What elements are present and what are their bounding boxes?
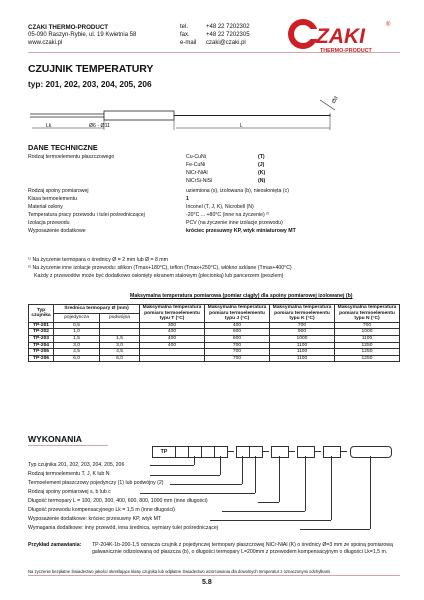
tech-row-sheath-type-label: Rodzaj termoelementu płaszczowego bbox=[28, 154, 115, 160]
fax-value: +48 22 7202305 bbox=[206, 32, 250, 38]
header-type-j: Maksymalna temperatura pomiaru termoelementu typu J (°C) bbox=[205, 305, 270, 323]
row-t bbox=[140, 355, 205, 362]
footer-note: Na życzenie bezpłatne Świadectwo jakości określające klasę czujnika lub odpłatne Świadectwo wzorcowania dla dowolnych temperatur z oznaczonymi odchyłkami bbox=[28, 569, 331, 574]
row-double bbox=[100, 329, 140, 336]
row-n: 1250 bbox=[335, 355, 400, 362]
row-t: 300 bbox=[140, 322, 205, 329]
code-box-requirements bbox=[350, 446, 392, 458]
leader-line bbox=[210, 520, 331, 521]
sensor-drawing bbox=[30, 92, 400, 138]
order-example-label: Przykład zamawiania: bbox=[28, 542, 82, 548]
code-box-single-double bbox=[236, 446, 250, 458]
leader-line bbox=[331, 456, 332, 520]
header-divider bbox=[28, 52, 400, 53]
leader-line bbox=[150, 475, 220, 476]
lk-label: Lk bbox=[46, 123, 52, 129]
row-j: 700 bbox=[205, 349, 270, 356]
page-title: CZUJNIK TEMPERATURY bbox=[28, 63, 154, 75]
code-box-type-3 bbox=[201, 446, 215, 458]
footer-divider bbox=[28, 575, 400, 576]
tech-row-sheath-type-code: (T) bbox=[258, 154, 265, 160]
leader-line bbox=[279, 456, 280, 502]
code-box-thermocouple bbox=[214, 446, 228, 458]
code-dash bbox=[315, 451, 321, 452]
row-n: 700 bbox=[335, 322, 400, 329]
row-single: 1,0 bbox=[54, 329, 100, 336]
row-j: 700 bbox=[205, 355, 270, 362]
leader-line bbox=[150, 465, 194, 466]
page-subtitle: typ: 201, 202, 203, 204, 205, 206 bbox=[28, 79, 152, 89]
row-single: 6,0 bbox=[54, 355, 100, 362]
header-type: Typ czujnika bbox=[29, 305, 54, 323]
code-box-type-1 bbox=[175, 446, 189, 458]
header-type-n: Maksymalna temperatura pomiaru termoelementu typu N (°C) bbox=[335, 305, 400, 323]
code-dash bbox=[289, 451, 295, 452]
email-value[interactable]: czaki@czaki.pl bbox=[206, 40, 246, 46]
tech-row-fe-code: (J) bbox=[258, 162, 265, 168]
row-j: 600 bbox=[205, 335, 270, 342]
row-k: 1100 bbox=[270, 342, 335, 349]
leader-line bbox=[170, 484, 242, 485]
footnote-2: ²⁾ Na życzenie inne izolacje przewodu: silikon (Tmax+180°C), teflon (Tmax+250°C), włókno szklane (Tmax+400°C) bbox=[28, 265, 292, 271]
leader-line bbox=[242, 456, 243, 484]
leader-line bbox=[300, 529, 370, 530]
leader-line bbox=[222, 511, 305, 512]
tel-value: +48 22 7202302 bbox=[206, 24, 250, 30]
l-label: L bbox=[240, 123, 243, 129]
leader-line bbox=[258, 502, 279, 503]
code-box-junction bbox=[249, 446, 263, 458]
variant-line-length: Długość termopary L = 100, 200, 300, 400, 600, 800, 1000 mm (inne długości) bbox=[28, 498, 208, 504]
variant-line-junction: Rodzaj spoiny pomiarowej s, b lub c bbox=[28, 489, 111, 495]
row-single: 4,5 bbox=[54, 349, 100, 356]
row-k: 700 bbox=[270, 322, 335, 329]
tech-row-accessories-label: Wyposażenie dodatkowe bbox=[28, 228, 86, 234]
row-single: 0,5 bbox=[54, 322, 100, 329]
row-j: 700 bbox=[205, 342, 270, 349]
row-k: 1100 bbox=[270, 349, 335, 356]
row-k: 1100 bbox=[270, 355, 335, 362]
row-type: TP-205 bbox=[29, 349, 54, 356]
code-box-cable-length bbox=[297, 446, 315, 458]
page-number: 5.8 bbox=[202, 579, 212, 586]
footnote-3: Każdy z przewodów może być dodatkowo osłonięty ekranem stalowym (plecionką) lub pancerzem (peszlem) bbox=[34, 273, 284, 279]
header-type-t: Maksymalna temperatura pomiaru termoelementu typu T (°C) bbox=[140, 305, 205, 323]
order-example-text: TP-204K-1b-200-1,5 oznacza czujnik z pojedynczej termopary płaszczowej NiCr-NiAl (K) o średnicy Ø=3 mm ze spoiną pomiarową galwanicznie odizolowaną od płaszcza (b), o długości termopary L=200mm z przewodem kompensacyjnym o długości Lk=1,5 m. bbox=[92, 542, 393, 555]
footnote-1: ¹⁾ Na życzenie termopara o średnicy Ø = 2 mm lub Ø = 8 mm bbox=[28, 257, 168, 263]
svg-text:THERMO-PRODUCT: THERMO-PRODUCT bbox=[320, 48, 372, 54]
tech-row-class-label: Klasa termoelementu bbox=[28, 196, 78, 202]
row-n: 1100 bbox=[335, 335, 400, 342]
diameter-range-label: Ø6 - Ø11 bbox=[89, 123, 110, 129]
variant-line-requirements: Wymagania dodatkowe: inny przewód, inna średnica, wymiary tulei pośredniczącej bbox=[28, 525, 218, 531]
tech-row-nicr-value: NiCr-NiAl bbox=[186, 170, 208, 176]
variant-line-single-double: Termoelement płaszczowy pojedynczy (1) lub podwójny (2) bbox=[28, 480, 164, 486]
leader-line bbox=[370, 456, 371, 529]
tech-row-accessories-value: króciec przesuwny KP, wtyk miniaturowy MT bbox=[186, 228, 296, 234]
variant-line-thermocouple: Rodzaj termoelementu T, J, K lub N bbox=[28, 471, 110, 477]
tech-row-nicrsi-code: (N) bbox=[258, 178, 266, 184]
row-n: 1250 bbox=[335, 349, 400, 356]
header-type-k: Maksymalna temperatura pomiaru termoelementu typu K (°C) bbox=[270, 305, 335, 323]
tech-data-heading: DANE TECHNICZNE bbox=[28, 143, 98, 152]
row-type: TP-204 bbox=[29, 342, 54, 349]
variants-heading: WYKONANIA bbox=[28, 434, 82, 444]
code-dash bbox=[228, 451, 234, 452]
tech-row-class-value: 1 bbox=[186, 196, 189, 202]
row-t: 400 bbox=[140, 342, 205, 349]
header-single: pojedyncza bbox=[54, 314, 100, 323]
code-dash bbox=[341, 451, 347, 452]
variant-line-type: Typ czujnika 201, 202, 203, 204, 205, 206 bbox=[28, 462, 125, 468]
leader-line bbox=[255, 456, 256, 493]
code-box-type-2 bbox=[188, 446, 202, 458]
tech-row-junction-value: uziemiona (s), izolowana (b), nieosłonięta (c) bbox=[186, 188, 289, 194]
email-label: e-mail bbox=[180, 40, 197, 46]
tel-label: tel. bbox=[180, 24, 189, 30]
tech-row-fe-value: Fe-CuNi bbox=[186, 162, 206, 168]
row-n: 1000 bbox=[335, 329, 400, 336]
tech-row-temp-value: -20°C ... +80°C (inne na życzenie) ²⁾ bbox=[186, 212, 270, 218]
leader-line bbox=[140, 493, 255, 494]
row-double: 3,0 bbox=[100, 342, 140, 349]
code-box-length bbox=[271, 446, 289, 458]
leader-line bbox=[194, 456, 195, 465]
row-double: 6,0 bbox=[100, 355, 140, 362]
company-address: 05-090 Raszyn-Rybie, ul. 19 Kwietnia 58 bbox=[28, 32, 137, 38]
header-diameter: Średnica termopary Ø (mm) bbox=[54, 305, 140, 314]
row-j: 600 bbox=[205, 329, 270, 336]
variants-divider bbox=[28, 445, 108, 446]
row-double: 1,5 bbox=[100, 335, 140, 342]
variant-line-cable-length: Długość przewodu kompensacyjnego Lk = 1,5 m (inne długości) bbox=[28, 507, 175, 513]
svg-text:®: ® bbox=[386, 22, 391, 28]
tech-row-insulation-label: Izolacja przewodu bbox=[28, 220, 70, 226]
row-type: TP-203 bbox=[29, 335, 54, 342]
variant-line-accessories: Wyposażenie dodatkowe: króciec przesuwny KP, wtyk MT bbox=[28, 516, 162, 522]
row-single: 1,5 bbox=[54, 335, 100, 342]
tech-row-sheath-value: Inconel (T, J, K), Nicrobell (N) bbox=[186, 204, 254, 210]
svg-text:ZAKI: ZAKI bbox=[316, 25, 365, 48]
row-type: TP-206 bbox=[29, 355, 54, 362]
tech-row-junction-label: Rodzaj spoiny pomiarowej bbox=[28, 188, 89, 194]
row-t bbox=[140, 349, 205, 356]
fax-label: fax. bbox=[180, 32, 190, 38]
table-caption: Maksymalna temperatura pomiarowa (pomiar ciągły) dla spoiny pomiarowej izolowanej (b) bbox=[130, 293, 353, 299]
tech-row-temp-label: Temperatura pracy przewodu i tulei pośredniczącej bbox=[28, 212, 145, 218]
row-single: 3,0 bbox=[54, 342, 100, 349]
row-k: 1000 bbox=[270, 335, 335, 342]
header-double: podwójna bbox=[100, 314, 140, 323]
tech-row-sheath-type-value: Cu-CuNi bbox=[186, 154, 206, 160]
max-temp-table bbox=[28, 304, 400, 362]
row-n: 1250 bbox=[335, 342, 400, 349]
leader-line bbox=[220, 456, 221, 475]
tech-row-insulation-value: PCV (na życzenie inne izolacje przewodu) bbox=[186, 220, 283, 226]
row-t: 400 bbox=[140, 335, 205, 342]
company-website[interactable]: www.czaki.pl bbox=[28, 40, 63, 46]
row-t: 400 bbox=[140, 329, 205, 336]
row-type: TP-201 bbox=[29, 322, 54, 329]
code-dash bbox=[263, 451, 269, 452]
company-name: CZAKI THERMO-PRODUCT bbox=[28, 24, 109, 31]
code-prefix-box: TP bbox=[152, 446, 176, 458]
row-j: 400 bbox=[205, 322, 270, 329]
tech-row-sheath-label: Materiał osłony bbox=[28, 204, 63, 210]
row-type: TP-202 bbox=[29, 329, 54, 336]
code-box-accessories bbox=[323, 446, 341, 458]
row-double: 4,5 bbox=[100, 349, 140, 356]
leader-line bbox=[305, 456, 306, 511]
row-double bbox=[100, 322, 140, 329]
od-label: Ød bbox=[330, 95, 340, 105]
tech-row-nicr-code: (K) bbox=[258, 170, 266, 176]
tech-row-nicrsi-value: NiCrSi-NiSi bbox=[186, 178, 213, 184]
row-k: 900 bbox=[270, 329, 335, 336]
sensor-diagram bbox=[30, 92, 400, 138]
